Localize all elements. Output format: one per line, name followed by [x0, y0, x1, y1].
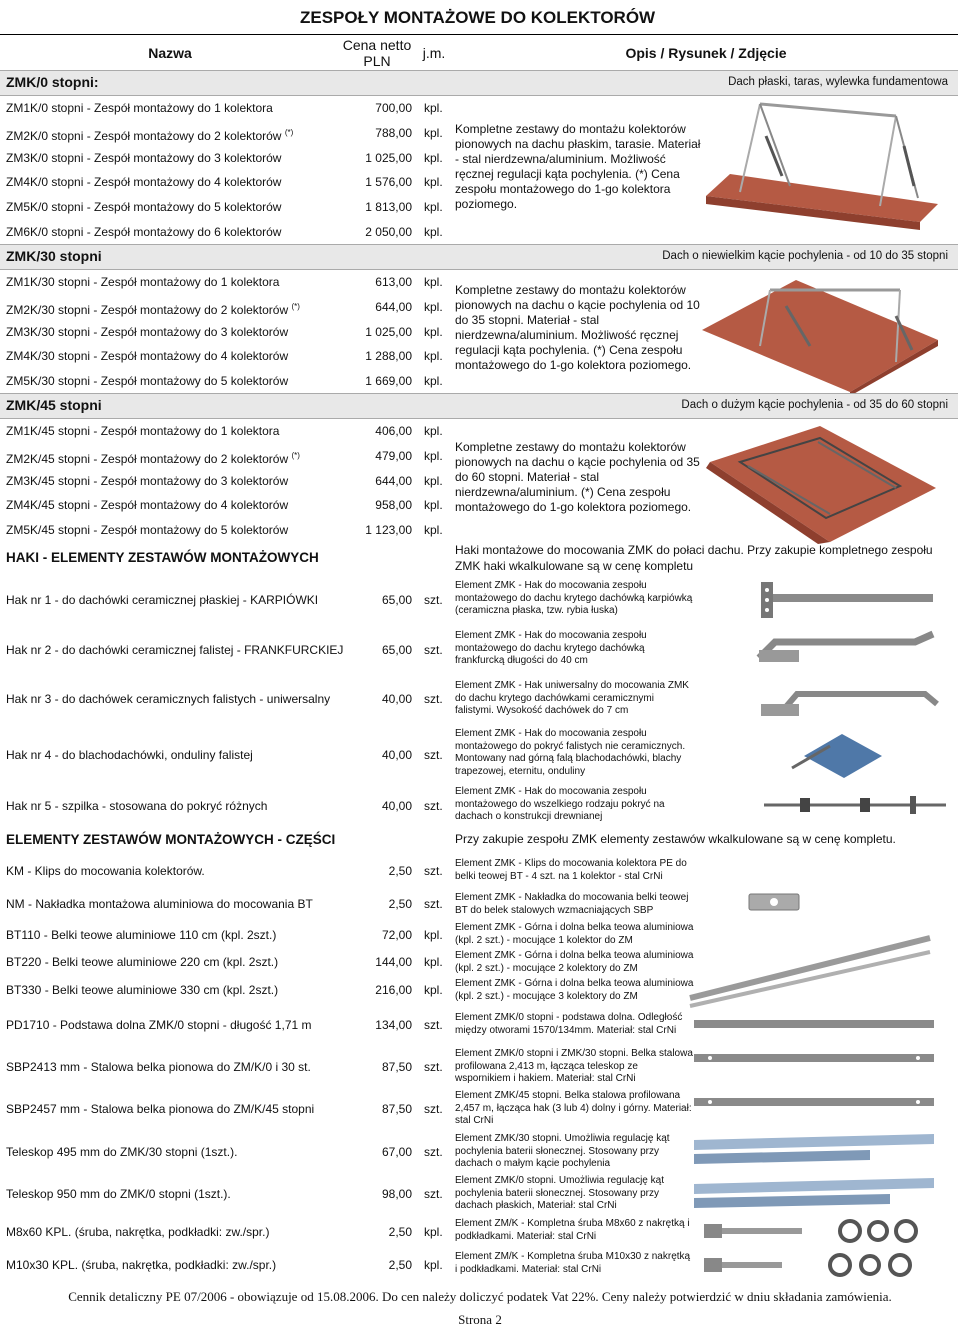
description-line: frankfurcką długości do 40 cm: [455, 655, 588, 666]
item-price: 1 813,00: [365, 200, 412, 215]
description-line: Element ZMK - Hak uniwersalny do mocowania ZMK: [455, 680, 689, 691]
header-unit: j.m.: [422, 45, 446, 61]
item-price: 406,00: [375, 424, 412, 438]
header-description: Opis / Rysunek / Zdjęcie: [625, 45, 787, 61]
item-unit: szt.: [424, 692, 443, 706]
item-name: M10x30 KPL. (śruba, nakrętka, podkładki: zw./spr.): [6, 1258, 277, 1272]
item-price: 1 576,00: [365, 175, 412, 190]
part-description: [455, 1218, 690, 1243]
item-unit: szt.: [424, 1145, 443, 1159]
description-line: do dachu krytego dachówkami ceramicznymi: [455, 692, 654, 704]
description-line: Montowany nad górną falą blachodachówki, blachy: [455, 753, 682, 764]
item-name: NM - Nakładka montażowa aluminiowa do mocowania BT: [6, 897, 313, 911]
telescope-495-image: [690, 1130, 940, 1170]
page-title: ZESPOŁY MONTAŻOWE DO KOLEKTORÓW: [300, 8, 656, 27]
item-unit: kpl.: [424, 200, 443, 215]
item-price: 98,00: [381, 1187, 412, 1201]
section-title: ZMK/0 stopni:: [6, 74, 99, 90]
hooks-title: HAKI - ELEMENTY ZESTAWÓW MONTAŻOWYCH: [6, 550, 319, 565]
item-name: BT110 - Belki teowe aluminiowe 110 cm (kpl. 2szt.): [6, 928, 277, 942]
item-name: KM - Klips do mocowania kolektorów.: [6, 864, 205, 878]
item-price: 134,00: [375, 1018, 412, 1032]
item-name: ZM3K/0 stopni - Zespół montażowy do 3 kolektorów: [6, 150, 282, 165]
description-line: stal CrNi: [455, 1115, 494, 1126]
section-zmk30: [0, 244, 958, 270]
item-name: ZM2K/0 stopni - Zespół montażowy do 2 kolektorów (*): [6, 127, 294, 143]
description-line: (kpl. 2 szt.) - mocujące 1 kolektor do ZM: [455, 934, 633, 946]
section-subtitle: Dach o dużym kącie pochylenia - od 35 do 60 stopni: [681, 399, 948, 411]
item-price: 65,00: [381, 593, 412, 607]
item-name: ZM1K/30 stopni - Zespół montażowy do 1 kolektora: [6, 275, 280, 289]
description-line: Element ZMK - Hak do mocowania zespołu: [455, 580, 647, 591]
item-unit: kpl.: [424, 424, 443, 438]
description-zmk0: [455, 122, 700, 212]
item-name: M8x60 KPL. (śruba, nakrętka, podkładki: zw./spr.): [6, 1225, 270, 1239]
item-price: 644,00: [375, 473, 412, 488]
footnote-mark: (*): [291, 450, 300, 460]
item-unit: szt.: [424, 799, 443, 813]
parts-note: Przy zakupie zespołu ZMK elementy zestawów wkalkulowane są w cenę kompletu.: [455, 832, 896, 846]
description-line: (ceramiczna płaska, tzw. rybia łuska): [455, 605, 618, 616]
section-zmk45: [0, 393, 958, 419]
description-line: montażowego do wszelkiego rodzaju pokryć na: [455, 798, 665, 810]
hook-description: [455, 580, 692, 618]
item-name: Hak nr 5 - szpilka - stosowana do pokryć różnych: [6, 799, 268, 813]
description-line: pionowych na dachu płaskim, tarasie. Materiał: [455, 137, 701, 151]
item-price: 216,00: [375, 983, 412, 997]
description-line: Element ZMK - Nakładka do mocowania belki teowej: [455, 892, 689, 903]
description-line: profilowana 2,413 m, łącząca teleskop ze: [455, 1060, 638, 1072]
item-unit: kpl.: [424, 448, 443, 463]
hook-3-image: [755, 680, 945, 720]
description-line: do 60 stopni. Materiał - stal: [455, 470, 600, 484]
item-price: 2,50: [388, 1225, 412, 1239]
description-line: pionowych na dachu o kącie pochylenia od 35: [455, 455, 700, 469]
description-line: do 35 stopni. Materiał - stal: [455, 313, 600, 327]
description-line: (kpl. 2 szt.) - mocujące 3 kolektory do ZM: [455, 990, 638, 1002]
section-zmk0: [0, 70, 958, 96]
description-line: falistymi. Wysokość dachówek do 7 cm: [455, 705, 629, 716]
description-line: między otworami 1570/134mm. Materiał: stal CrNi: [455, 1024, 677, 1036]
hooks-note: Haki montażowe do mocowania ZMK do połaci dachu. Przy zakupie kompletnego zespołu ZMK haki wkalkulowane są w cenę kompletu: [455, 543, 933, 573]
description-line: montażowego do 1-go kolektora poziomego.: [455, 358, 692, 372]
description-line: Kompletne zestawy do montażu kolektorów: [455, 283, 686, 297]
item-price: 87,50: [381, 1102, 412, 1116]
item-unit: kpl.: [424, 523, 443, 538]
description-line: BT do belek stalowych wzmacniających SBP: [455, 904, 654, 916]
item-unit: kpl.: [424, 1225, 443, 1239]
parts-title: ELEMENTY ZESTAWÓW MONTAŻOWYCH - CZĘŚCI: [6, 832, 336, 847]
description-line: podkładkami. Materiał: stal CrNi: [455, 1230, 597, 1242]
footer-note: Cennik detaliczny PE 07/2006 - obowiązuje od 15.08.2006. Do cen należy doliczyć podatek Vat 22%. Ceny należy potwierdzić w dniu składania zamówienia.: [68, 1289, 892, 1304]
description-line: pochylenia baterii słonecznej. Stosowany przy: [455, 1187, 659, 1199]
item-price: 1 025,00: [365, 324, 412, 339]
tee-beams-image: [680, 928, 940, 1008]
description-line: (kpl. 2 szt.) - mocujące 2 kolektory do ZM: [455, 962, 638, 974]
item-unit: szt.: [424, 1102, 443, 1116]
item-price: 1 669,00: [365, 374, 412, 389]
item-unit: szt.: [424, 897, 443, 911]
description-line: Element ZMK - Górna i dolna belka teowa aluminiowa: [455, 950, 694, 961]
description-line: montażowego do dachu krytego dachówką: [455, 642, 645, 654]
hook-2-image: [755, 628, 945, 668]
item-price: 479,00: [375, 448, 412, 463]
description-line: montażowego do 1-go kolektora poziomego.: [455, 500, 692, 514]
part-description: [455, 1048, 693, 1086]
item-name: ZM1K/45 stopni - Zespół montażowy do 1 kolektora: [6, 424, 280, 438]
steep-roof-mount-image: [700, 422, 940, 546]
item-price: 144,00: [375, 955, 412, 969]
item-price: 958,00: [375, 498, 412, 513]
item-price: 40,00: [381, 799, 412, 813]
item-name: ZM5K/0 stopni - Zespół montażowy do 5 kolektorów: [6, 200, 282, 215]
item-unit: kpl.: [424, 928, 443, 942]
description-zmk30: [455, 283, 700, 373]
description-line: i podkładkami. Materiał: stal CrNi: [455, 1263, 602, 1275]
hook-4-image: [790, 728, 890, 784]
hook-description: [455, 728, 685, 778]
item-unit: kpl.: [424, 349, 443, 364]
part-description: [455, 922, 693, 947]
item-price: 40,00: [381, 692, 412, 706]
section-subtitle: Dach płaski, taras, wylewka fundamentowa: [728, 76, 948, 88]
item-name: ZM1K/0 stopni - Zespół montażowy do 1 kolektora: [6, 101, 273, 115]
description-line: ręcznej regulacji kąta pochylenia. (*) Cena: [455, 167, 680, 181]
item-unit: szt.: [424, 1060, 443, 1074]
description-line: poziomego.: [455, 197, 518, 211]
description-line: Element ZM/K - Kompletna śruba M10x30 z nakrętką: [455, 1251, 691, 1262]
flat-roof-mount-image: [700, 96, 940, 236]
part-description: [455, 1133, 670, 1171]
part-description: [455, 950, 693, 975]
description-line: montażowego do dachu krytego dachówką karpiówką: [455, 592, 693, 604]
bolt-m10-image: [700, 1250, 940, 1280]
section-subtitle: Dach o niewielkim kącie pochylenia - od 10 do 35 stopni: [662, 250, 948, 262]
table-header: [0, 34, 958, 72]
description-line: trapezowej, eternitu, onduliny: [455, 765, 586, 777]
description-line: Element ZMK/0 stopni - podstawa dolna. Odległość: [455, 1012, 683, 1023]
beam-2413-image: [690, 1046, 940, 1070]
telescope-950-image: [690, 1174, 940, 1214]
item-name: Teleskop 495 mm do ZMK/30 stopni (1szt.).: [6, 1145, 238, 1159]
description-line: Element ZMK/0 stopni i ZMK/30 stopni. Belka stalowa: [455, 1048, 693, 1059]
item-unit: kpl.: [424, 983, 443, 997]
item-name: ZM4K/30 stopni - Zespół montażowy do 4 kolektorów: [6, 349, 289, 364]
description-line: belki teowej BT - 4 szt. na 1 kolektor - stal CrNi: [455, 870, 663, 882]
section-title: ZMK/45 stopni: [6, 397, 102, 413]
header-name: Nazwa: [148, 45, 192, 61]
description-line: regulacji kąta pochylenia. (*) Cena zespołu: [455, 343, 683, 357]
hook-1-image: [755, 578, 945, 622]
item-name: ZM3K/30 stopni - Zespół montażowy do 3 kolektorów: [6, 324, 289, 339]
item-unit: szt.: [424, 643, 443, 657]
item-price: 2,50: [388, 864, 412, 878]
item-price: 40,00: [381, 748, 412, 762]
description-line: montażowego do pokryć falistych nie ceramicznych.: [455, 740, 686, 752]
item-price: 2 050,00: [365, 225, 412, 239]
description-line: Element ZMK - Hak do mocowania zespołu: [455, 630, 647, 641]
item-name: BT220 - Belki teowe aluminiowe 220 cm (kpl. 2szt.): [6, 955, 279, 969]
item-name: ZM4K/45 stopni - Zespół montażowy do 4 kolektorów: [6, 498, 289, 513]
item-unit: szt.: [424, 748, 443, 762]
description-line: dachach o małym kącie pochylenia: [455, 1158, 611, 1169]
item-price: 613,00: [375, 275, 412, 289]
description-line: nierdzewna/aluminium. (*) Cena zespołu: [455, 485, 671, 499]
description-line: pochylenia baterii słonecznej. Stosowany przy: [455, 1145, 659, 1157]
description-line: Element ZMK/0 stopni. Umożliwia regulację kąt: [455, 1175, 664, 1186]
item-name: Hak nr 2 - do dachówki ceramicznej falistej - FRANKFURCKIEJ: [6, 643, 344, 657]
hook-description: [455, 680, 689, 718]
item-name: PD1710 - Podstawa dolna ZMK/0 stopni - długość 1,71 m: [6, 1018, 312, 1032]
part-description: [455, 1090, 692, 1128]
item-name: Hak nr 1 - do dachówki ceramicznej płaskiej - KARPIÓWKI: [6, 593, 319, 607]
beam-2457-image: [690, 1090, 940, 1114]
description-line: dachach o konstrukcji drewnianej: [455, 811, 603, 822]
item-price: 67,00: [381, 1145, 412, 1159]
item-price: 2,50: [388, 1258, 412, 1272]
part-description: [455, 978, 693, 1003]
item-price: 1 025,00: [365, 150, 412, 165]
description-line: wspornikiem i hakiem. Materiał: stal CrNi: [455, 1073, 636, 1084]
item-unit: szt.: [424, 864, 443, 878]
footnote-mark: (*): [291, 301, 300, 311]
page-number: Strona 2: [458, 1312, 502, 1327]
item-unit: kpl.: [424, 473, 443, 488]
part-description: [455, 1175, 664, 1213]
footnote-mark: (*): [284, 127, 294, 137]
description-line: Element ZMK/45 stopni. Belka stalowa profilowana: [455, 1090, 681, 1101]
description-line: Kompletne zestawy do montażu kolektorów: [455, 122, 686, 136]
description-line: Element ZM/K - Kompletna śruba M8x60 z nakrętką i: [455, 1218, 690, 1229]
item-unit: kpl.: [424, 955, 443, 969]
part-description: [455, 1251, 690, 1276]
item-unit: kpl.: [424, 150, 443, 165]
description-line: Element ZMK - Górna i dolna belka teowa aluminiowa: [455, 978, 694, 989]
item-unit: kpl.: [424, 324, 443, 339]
description-line: Element ZMK/30 stopni. Umożliwia regulację kąt: [455, 1133, 670, 1144]
item-unit: szt.: [424, 593, 443, 607]
description-line: zespołu montażowego do 1-go kolektora: [455, 182, 671, 196]
base-image: [690, 1012, 940, 1036]
item-name: ZM5K/45 stopni - Zespół montażowy do 5 kolektorów: [6, 523, 289, 538]
section-title: ZMK/30 stopni: [6, 248, 102, 264]
hook-5-image: [760, 790, 950, 820]
clip-image: [745, 888, 805, 918]
item-name: ZM2K/30 stopni - Zespół montażowy do 2 kolektorów (*): [6, 301, 300, 317]
item-price: 87,50: [381, 1060, 412, 1074]
item-unit: szt.: [424, 1187, 443, 1201]
item-unit: kpl.: [424, 101, 443, 115]
item-price: 644,00: [375, 299, 412, 314]
description-line: nierdzewna/aluminium. Możliwość ręcznej: [455, 328, 679, 342]
item-unit: kpl.: [424, 175, 443, 190]
description-line: dachach płaskich, Materiał: stal CrNi: [455, 1200, 617, 1211]
item-name: ZM6K/0 stopni - Zespół montażowy do 6 kolektorów: [6, 225, 282, 239]
item-name: SBP2413 mm - Stalowa belka pionowa do ZM/K/0 i 30 st.: [6, 1060, 311, 1074]
description-zmk45: [455, 440, 700, 515]
item-unit: kpl.: [424, 125, 443, 140]
description-line: Element ZMK - Hak do mocowania zespołu: [455, 728, 647, 739]
description-line: pionowych na dachu o kącie pochylenia od 10: [455, 298, 700, 312]
item-price: 788,00: [375, 125, 412, 140]
item-price: 1 123,00: [365, 523, 412, 538]
item-price: 65,00: [381, 643, 412, 657]
hook-description: [455, 630, 647, 668]
item-price: 72,00: [381, 928, 412, 942]
low-slope-roof-mount-image: [700, 276, 940, 396]
item-name: ZM5K/30 stopni - Zespół montażowy do 5 kolektorów: [6, 374, 289, 389]
item-unit: kpl.: [424, 1258, 443, 1272]
item-price: 700,00: [375, 101, 412, 115]
item-name: ZM2K/45 stopni - Zespół montażowy do 2 kolektorów (*): [6, 450, 300, 466]
header-price: Cena netto PLN: [342, 37, 412, 69]
item-price: 1 288,00: [365, 349, 412, 364]
description-line: Kompletne zestawy do montażu kolektorów: [455, 440, 686, 454]
description-line: Element ZMK - Górna i dolna belka teowa aluminiowa: [455, 922, 694, 933]
item-unit: kpl.: [424, 275, 443, 289]
item-name: Hak nr 3 - do dachówek ceramicznych falistych - uniwersalny: [6, 692, 331, 706]
description-line: 2,457 m, łącząca hak (3 lub 4) dolny i górny. Materiał:: [455, 1102, 692, 1114]
item-name: Teleskop 950 mm do ZMK/0 stopni (1szt.).: [6, 1187, 231, 1201]
item-name: ZM3K/45 stopni - Zespół montażowy do 3 kolektorów: [6, 473, 289, 488]
description-line: Element ZMK - Klips do mocowania kolektora PE do: [455, 858, 687, 869]
item-unit: kpl.: [424, 299, 443, 314]
item-name: BT330 - Belki teowe aluminiowe 330 cm (kpl. 2szt.): [6, 983, 279, 997]
item-name: SBP2457 mm - Stalowa belka pionowa do ZM/K/45 stopni: [6, 1102, 315, 1116]
part-description: [455, 858, 687, 883]
item-unit: kpl.: [424, 374, 443, 389]
bolt-m8-image: [700, 1216, 940, 1246]
item-name: Hak nr 4 - do blachodachówki, onduliny falistej: [6, 748, 253, 762]
description-line: Element ZMK - Hak do mocowania zespołu: [455, 786, 647, 797]
item-unit: szt.: [424, 1018, 443, 1032]
item-unit: kpl.: [424, 225, 443, 239]
part-description: [455, 892, 688, 917]
item-price: 2,50: [388, 897, 412, 911]
description-line: - stal nierdzewna/aluminium. Możliwość: [455, 152, 666, 166]
part-description: [455, 1012, 682, 1037]
item-name: ZM4K/0 stopni - Zespół montażowy do 4 kolektorów: [6, 175, 282, 190]
hook-description: [455, 786, 665, 824]
item-unit: kpl.: [424, 498, 443, 513]
